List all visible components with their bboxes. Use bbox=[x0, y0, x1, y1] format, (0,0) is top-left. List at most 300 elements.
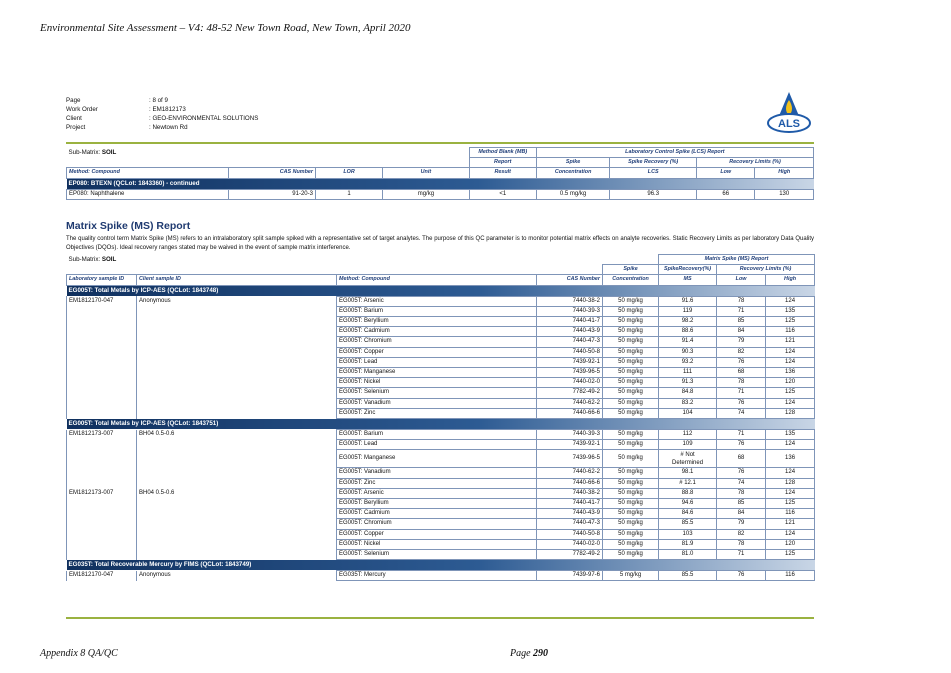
cell-low: 68 bbox=[717, 450, 766, 468]
cell-lab-sample-id bbox=[67, 468, 137, 478]
cell-ms: 94.6 bbox=[659, 499, 717, 509]
col-high: High bbox=[755, 168, 814, 178]
cell-high: 124 bbox=[766, 529, 815, 539]
cell-high: 120 bbox=[766, 378, 815, 388]
col-low: Low bbox=[717, 275, 766, 285]
cell-compound: EG005T: Nickel bbox=[337, 378, 537, 388]
cell-compound: EG005T: Cadmium bbox=[337, 509, 537, 519]
ms-column-headers bbox=[67, 275, 815, 285]
table-row bbox=[67, 499, 815, 509]
table-row bbox=[67, 337, 815, 347]
cell-ms: 85.5 bbox=[659, 519, 717, 529]
cell-concentration: 50 mg/kg bbox=[603, 550, 659, 560]
cell-cas: 7440-47-3 bbox=[537, 337, 603, 347]
cell-high: 121 bbox=[766, 519, 815, 529]
cell-low: 84 bbox=[717, 327, 766, 337]
spike-subheader: Spike bbox=[536, 158, 610, 168]
cell-client-sample-id: BH04 0.5-0.6 bbox=[137, 430, 337, 440]
cell-compound: EP080: Naphthalene bbox=[67, 189, 229, 199]
table-row bbox=[67, 189, 814, 199]
table-row bbox=[67, 357, 815, 367]
cell-client-sample-id bbox=[137, 357, 337, 367]
cell-ms: 85.5 bbox=[659, 571, 717, 581]
cell-concentration: 50 mg/kg bbox=[603, 388, 659, 398]
table-row bbox=[67, 398, 815, 408]
col-lcs: LCS bbox=[610, 168, 697, 178]
cell-client-sample-id bbox=[137, 499, 337, 509]
cell-cas: 7439-96-5 bbox=[537, 368, 603, 378]
section-title: EG005T: Total Metals by ICP-AES (QCLot: 1843751) bbox=[67, 419, 815, 430]
ms-group-header: Matrix Spike (MS) Report bbox=[659, 255, 815, 265]
cell-low: 76 bbox=[717, 440, 766, 450]
cell-ms: 84.8 bbox=[659, 388, 717, 398]
table-row bbox=[67, 327, 815, 337]
table-row bbox=[67, 450, 815, 468]
report-meta bbox=[66, 96, 258, 132]
cell-client-sample-id bbox=[137, 378, 337, 388]
cell-high: 124 bbox=[766, 468, 815, 478]
cell-concentration: 50 mg/kg bbox=[603, 519, 659, 529]
cell-high: 136 bbox=[766, 450, 815, 468]
cell-high: 135 bbox=[766, 430, 815, 440]
als-logo bbox=[766, 90, 812, 134]
cell-low: 71 bbox=[717, 388, 766, 398]
cell-client-sample-id bbox=[137, 529, 337, 539]
cell-high: 124 bbox=[766, 488, 815, 498]
cell-lab-sample-id bbox=[67, 347, 137, 357]
section-title: EG035T: Total Recoverable Mercury by FIMS (QCLot: 1843749) bbox=[67, 560, 815, 571]
cell-concentration: 50 mg/kg bbox=[603, 337, 659, 347]
cell-compound: EG005T: Barium bbox=[337, 430, 537, 440]
ms-report-description: The quality control term Matrix Spike (MS) refers to an intralaboratory split sample spiked with a representative set of target analytes. The purpose of this QC parameter is to monitor potential matrix effects on analyte recoveries. Static Recovery Limits as per laboratory Data Quality Objectives (DQOs). Ideal recovery ranges stated may be waived in the event of sample matrix interference. bbox=[66, 236, 814, 251]
cell-compound: EG005T: Chromium bbox=[337, 337, 537, 347]
cell-client-sample-id bbox=[137, 509, 337, 519]
cell-ms: 91.4 bbox=[659, 337, 717, 347]
cell-lab-sample-id bbox=[67, 509, 137, 519]
table-row bbox=[67, 509, 815, 519]
cell-high: 116 bbox=[766, 571, 815, 581]
cell-concentration: 5 mg/kg bbox=[603, 571, 659, 581]
table-row bbox=[67, 529, 815, 539]
meta-value: : EM1812173 bbox=[149, 106, 186, 113]
cell-high: 125 bbox=[766, 550, 815, 560]
table-row bbox=[67, 440, 815, 450]
cell-ms: 84.6 bbox=[659, 509, 717, 519]
cell-cas: 7440-41-7 bbox=[537, 499, 603, 509]
submatrix-value: SOIL bbox=[101, 149, 117, 156]
cell-client-sample-id bbox=[137, 468, 337, 478]
cell-cas: 7440-02-0 bbox=[537, 378, 603, 388]
ms-value-line1: # Not bbox=[680, 451, 695, 458]
cell-high: 128 bbox=[766, 478, 815, 488]
cell-client-sample-id: Anonymous bbox=[137, 571, 337, 581]
col-high: High bbox=[766, 275, 815, 285]
cell-cas: 7440-66-6 bbox=[537, 408, 603, 418]
cell-lab-sample-id bbox=[67, 378, 137, 388]
footer-appendix: Appendix 8 QA/QC bbox=[40, 648, 118, 659]
ms-value-line2: Determined bbox=[672, 459, 704, 466]
cell-compound: EG005T: Vanadium bbox=[337, 398, 537, 408]
cell-compound: EG035T: Mercury bbox=[337, 571, 537, 581]
cell-client-sample-id: BH04 0.5-0.6 bbox=[137, 488, 337, 498]
cell-concentration: 50 mg/kg bbox=[603, 509, 659, 519]
cell-cas: 7440-66-6 bbox=[537, 478, 603, 488]
cell-high: 124 bbox=[766, 398, 815, 408]
cell-result: <1 bbox=[469, 189, 536, 199]
cell-compound: EG005T: Cadmium bbox=[337, 327, 537, 337]
cell-lor: 1 bbox=[315, 189, 382, 199]
cell-compound: EG005T: Arsenic bbox=[337, 488, 537, 498]
cell-lab-sample-id bbox=[67, 327, 137, 337]
lcs-group-header: Laboratory Control Spike (LCS) Report bbox=[536, 148, 813, 158]
cell-ms: # 12.1 bbox=[659, 478, 717, 488]
cell-cas: 7440-41-7 bbox=[537, 317, 603, 327]
submatrix-value: SOIL bbox=[101, 255, 117, 263]
cell-cas: 7439-92-1 bbox=[537, 357, 603, 367]
ms-recovery-subheader: SpikeRecovery(%) bbox=[659, 265, 717, 275]
mb-group-header bbox=[469, 148, 536, 158]
meta-row-page bbox=[66, 96, 258, 105]
cell-concentration: 50 mg/kg bbox=[603, 317, 659, 327]
cell-lab-sample-id: EM1812173-007 bbox=[67, 488, 137, 498]
cell-ms: 81.9 bbox=[659, 539, 717, 549]
meta-value: : Newtown Rd bbox=[149, 124, 188, 131]
col-unit: Unit bbox=[383, 168, 470, 178]
cell-cas: 7440-39-3 bbox=[537, 430, 603, 440]
cell-concentration: 50 mg/kg bbox=[603, 468, 659, 478]
cell-lab-sample-id bbox=[67, 550, 137, 560]
cell-client-sample-id bbox=[137, 440, 337, 450]
cell-ms: 88.6 bbox=[659, 327, 717, 337]
col-result: Result bbox=[469, 168, 536, 178]
cell-low: 78 bbox=[717, 378, 766, 388]
cell-high: 125 bbox=[766, 388, 815, 398]
ms-table bbox=[66, 254, 815, 581]
cell-low: 82 bbox=[717, 529, 766, 539]
cell-lab-sample-id: EM1812170-047 bbox=[67, 571, 137, 581]
cell-high: 120 bbox=[766, 539, 815, 549]
cell-high: 130 bbox=[755, 189, 814, 199]
cell-concentration: 50 mg/kg bbox=[603, 450, 659, 468]
meta-label: Project bbox=[66, 124, 86, 131]
cell-compound: EG005T: Manganese bbox=[337, 450, 537, 468]
cell-low: 82 bbox=[717, 347, 766, 357]
cell-cas: 7439-96-5 bbox=[537, 450, 603, 468]
cell-lab-sample-id bbox=[67, 368, 137, 378]
table-row bbox=[67, 408, 815, 418]
cell-cas: 7440-62-2 bbox=[537, 468, 603, 478]
table-row bbox=[67, 539, 815, 549]
cell-ms: 103 bbox=[659, 529, 717, 539]
col-low: Low bbox=[697, 168, 755, 178]
cell-lab-sample-id bbox=[67, 337, 137, 347]
mb-group-title: Method Blank (MB) bbox=[478, 149, 528, 155]
cell-cas: 7440-38-2 bbox=[537, 488, 603, 498]
table-row bbox=[67, 468, 815, 478]
cell-concentration: 50 mg/kg bbox=[603, 529, 659, 539]
cell-low: 85 bbox=[717, 499, 766, 509]
cell-cas: 7440-39-3 bbox=[537, 306, 603, 316]
cell-cas: 91-20-3 bbox=[229, 189, 316, 199]
cell-high: 124 bbox=[766, 296, 815, 306]
col-concentration: Concentration bbox=[536, 168, 610, 178]
submatrix-label bbox=[67, 148, 470, 158]
cell-compound: EG005T: Zinc bbox=[337, 478, 537, 488]
cell-low: 74 bbox=[717, 408, 766, 418]
cell-concentration: 50 mg/kg bbox=[603, 398, 659, 408]
cell-lab-sample-id bbox=[67, 539, 137, 549]
cell-ms: 119 bbox=[659, 306, 717, 316]
cell-low: 76 bbox=[717, 398, 766, 408]
cell-lab-sample-id bbox=[67, 388, 137, 398]
cell-compound: EG005T: Selenium bbox=[337, 550, 537, 560]
cell-lab-sample-id bbox=[67, 529, 137, 539]
cell-low: 71 bbox=[717, 430, 766, 440]
cell-client-sample-id bbox=[137, 550, 337, 560]
cell-lab-sample-id bbox=[67, 499, 137, 509]
footer-page-prefix: Page bbox=[510, 648, 534, 659]
cell-ms: 83.2 bbox=[659, 398, 717, 408]
meta-label: Client bbox=[66, 115, 82, 122]
cell-high: 125 bbox=[766, 317, 815, 327]
cell-lab-sample-id: EM1812170-047 bbox=[67, 296, 137, 306]
cell-lab-sample-id bbox=[67, 478, 137, 488]
submatrix-prefix: Sub-Matrix: bbox=[68, 149, 102, 156]
cell-client-sample-id bbox=[137, 337, 337, 347]
table-row bbox=[67, 430, 815, 440]
cell-client-sample-id bbox=[137, 317, 337, 327]
table-row bbox=[67, 519, 815, 529]
ms-report-title: Matrix Spike (MS) Report bbox=[66, 220, 191, 232]
cell-ms: 90.3 bbox=[659, 347, 717, 357]
cell-lab-sample-id bbox=[67, 450, 137, 468]
table-row bbox=[67, 317, 815, 327]
ms-limits-subheader: Recovery Limits (%) bbox=[717, 265, 815, 275]
meta-row-project bbox=[66, 123, 258, 132]
cell-cas: 7440-50-8 bbox=[537, 347, 603, 357]
cell-compound: EG005T: Beryllium bbox=[337, 317, 537, 327]
cell-high: 135 bbox=[766, 306, 815, 316]
cell-lab-sample-id bbox=[67, 408, 137, 418]
cell-concentration: 50 mg/kg bbox=[603, 499, 659, 509]
cell-compound: EG005T: Vanadium bbox=[337, 468, 537, 478]
cell-client-sample-id bbox=[137, 368, 337, 378]
cell-lab-sample-id bbox=[67, 440, 137, 450]
cell-unit: mg/kg bbox=[383, 189, 470, 199]
col-compound: Method: Compound bbox=[67, 168, 229, 178]
cell-low: 66 bbox=[697, 189, 755, 199]
cell-client-sample-id bbox=[137, 539, 337, 549]
cell-compound: EG005T: Zinc bbox=[337, 408, 537, 418]
cell-low: 78 bbox=[717, 539, 766, 549]
cell-low: 79 bbox=[717, 519, 766, 529]
cell-lab-sample-id bbox=[67, 306, 137, 316]
cell-compound: EG005T: Lead bbox=[337, 440, 537, 450]
cell-lab-sample-id bbox=[67, 519, 137, 529]
cell-cas: 7439-97-6 bbox=[537, 571, 603, 581]
cell-concentration: 50 mg/kg bbox=[603, 368, 659, 378]
cell-lab-sample-id bbox=[67, 317, 137, 327]
cell-low: 76 bbox=[717, 357, 766, 367]
cell-concentration: 50 mg/kg bbox=[603, 378, 659, 388]
cell-ms: 81.0 bbox=[659, 550, 717, 560]
cell-cas: 7439-92-1 bbox=[537, 440, 603, 450]
cell-concentration: 50 mg/kg bbox=[603, 306, 659, 316]
section-title: EP080: BTEXN (QCLot: 1843360) - continued bbox=[67, 178, 814, 189]
cell-client-sample-id bbox=[137, 388, 337, 398]
cell-compound: EG005T: Beryllium bbox=[337, 499, 537, 509]
meta-label: Page bbox=[66, 97, 81, 104]
table-row bbox=[67, 378, 815, 388]
cell-low: 78 bbox=[717, 488, 766, 498]
cell-compound: EG005T: Lead bbox=[337, 357, 537, 367]
col-concentration: Concentration bbox=[603, 275, 659, 285]
ms-spike-subheader: Spike bbox=[603, 265, 659, 275]
table-row bbox=[67, 478, 815, 488]
footer-rule bbox=[66, 617, 814, 619]
cell-client-sample-id bbox=[137, 398, 337, 408]
meta-value: : 8 of 9 bbox=[149, 97, 168, 104]
cell-compound: EG005T: Manganese bbox=[337, 368, 537, 378]
limits-subheader: Recovery Limits (%) bbox=[697, 158, 814, 168]
cell-high: 116 bbox=[766, 327, 815, 337]
table-row bbox=[67, 550, 815, 560]
cell-high: 121 bbox=[766, 337, 815, 347]
cell-cas: 7440-43-9 bbox=[537, 327, 603, 337]
cell-ms: 104 bbox=[659, 408, 717, 418]
cell-cas: 7440-43-9 bbox=[537, 509, 603, 519]
col-lor: LOR bbox=[315, 168, 382, 178]
cell-ms: 109 bbox=[659, 440, 717, 450]
cell-concentration: 50 mg/kg bbox=[603, 539, 659, 549]
cell-cas: 7782-49-2 bbox=[537, 388, 603, 398]
cell-lab-sample-id bbox=[67, 357, 137, 367]
submatrix-prefix: Sub-Matrix: bbox=[68, 255, 102, 263]
recovery-subheader: Spike Recovery (%) bbox=[610, 158, 697, 168]
table-row bbox=[67, 296, 815, 306]
mb-report-label: Report bbox=[469, 158, 536, 168]
cell-compound: EG005T: Copper bbox=[337, 347, 537, 357]
cell-ms: 98.1 bbox=[659, 468, 717, 478]
cell-client-sample-id bbox=[137, 327, 337, 337]
cell-concentration: 50 mg/kg bbox=[603, 478, 659, 488]
cell-high: 124 bbox=[766, 347, 815, 357]
ms-submatrix-label bbox=[67, 255, 659, 265]
cell-compound: EG005T: Copper bbox=[337, 529, 537, 539]
cell-compound: EG005T: Selenium bbox=[337, 388, 537, 398]
table-row bbox=[67, 571, 815, 581]
cell-client-sample-id bbox=[137, 450, 337, 468]
cell-client-sample-id: Anonymous bbox=[137, 296, 337, 306]
cell-high: 116 bbox=[766, 509, 815, 519]
cell-ms: 112 bbox=[659, 430, 717, 440]
col-lab-sample-id: Laboratory sample ID bbox=[67, 275, 137, 285]
cell-low: 79 bbox=[717, 337, 766, 347]
logo-text: ALS bbox=[778, 118, 800, 130]
table-row bbox=[67, 388, 815, 398]
col-ms: MS bbox=[659, 275, 717, 285]
cell-lcs: 96.3 bbox=[610, 189, 697, 199]
cell-low: 85 bbox=[717, 317, 766, 327]
section-title: EG005T: Total Metals by ICP-AES (QCLot: 1843748) bbox=[67, 285, 815, 296]
cell-concentration: 50 mg/kg bbox=[603, 430, 659, 440]
col-cas: CAS Number bbox=[537, 275, 603, 285]
table-row bbox=[67, 347, 815, 357]
document-header: Environmental Site Assessment – V4: 48-52 New Town Road, New Town, April 2020 bbox=[40, 22, 411, 34]
meta-label: Work Order bbox=[66, 106, 98, 113]
cell-compound: EG005T: Chromium bbox=[337, 519, 537, 529]
cell-client-sample-id bbox=[137, 519, 337, 529]
cell-concentration: 50 mg/kg bbox=[603, 488, 659, 498]
col-cas: CAS Number bbox=[229, 168, 316, 178]
cell-ms: 88.8 bbox=[659, 488, 717, 498]
cell-low: 74 bbox=[717, 478, 766, 488]
cell-compound: EG005T: Barium bbox=[337, 306, 537, 316]
cell-high: 124 bbox=[766, 357, 815, 367]
cell-cas: 7440-47-3 bbox=[537, 519, 603, 529]
footer-page bbox=[510, 648, 548, 659]
col-compound: Method: Compound bbox=[337, 275, 537, 285]
cell-ms: 91.6 bbox=[659, 296, 717, 306]
cell-lab-sample-id bbox=[67, 398, 137, 408]
cell-compound: EG005T: Nickel bbox=[337, 539, 537, 549]
cell-concentration: 50 mg/kg bbox=[603, 357, 659, 367]
cell-concentration: 50 mg/kg bbox=[603, 440, 659, 450]
cell-ms: 91.3 bbox=[659, 378, 717, 388]
cell-high: 128 bbox=[766, 408, 815, 418]
cell-concentration: 50 mg/kg bbox=[603, 327, 659, 337]
table-row bbox=[67, 368, 815, 378]
lcs-column-headers bbox=[67, 168, 814, 178]
cell-ms: 111 bbox=[659, 368, 717, 378]
cell-client-sample-id bbox=[137, 408, 337, 418]
cell-cas: 7440-62-2 bbox=[537, 398, 603, 408]
meta-row-client bbox=[66, 114, 258, 123]
cell-concentration: 50 mg/kg bbox=[603, 296, 659, 306]
cell-client-sample-id bbox=[137, 478, 337, 488]
cell-low: 84 bbox=[717, 509, 766, 519]
cell-cas: 7440-38-2 bbox=[537, 296, 603, 306]
table-row bbox=[67, 306, 815, 316]
cell-low: 71 bbox=[717, 306, 766, 316]
cell-low: 78 bbox=[717, 296, 766, 306]
cell-ms: 93.2 bbox=[659, 357, 717, 367]
cell-high: 125 bbox=[766, 499, 815, 509]
meta-row-work-order bbox=[66, 105, 258, 114]
cell-high: 136 bbox=[766, 368, 815, 378]
cell-cas: 7440-50-8 bbox=[537, 529, 603, 539]
cell-ms bbox=[659, 450, 717, 468]
cell-concentration: 50 mg/kg bbox=[603, 347, 659, 357]
header-rule bbox=[66, 142, 814, 144]
meta-value: : GEO-ENVIRONMENTAL SOLUTIONS bbox=[149, 115, 259, 122]
cell-low: 76 bbox=[717, 468, 766, 478]
cell-lab-sample-id: EM1812173-007 bbox=[67, 430, 137, 440]
cell-cas: 7782-49-2 bbox=[537, 550, 603, 560]
cell-ms: 98.2 bbox=[659, 317, 717, 327]
cell-compound: EG005T: Arsenic bbox=[337, 296, 537, 306]
cell-low: 76 bbox=[717, 571, 766, 581]
col-client-sample-id: Client sample ID bbox=[137, 275, 337, 285]
cell-cas: 7440-02-0 bbox=[537, 539, 603, 549]
cell-low: 68 bbox=[717, 368, 766, 378]
cell-high: 124 bbox=[766, 440, 815, 450]
lcs-table bbox=[66, 147, 814, 200]
cell-client-sample-id bbox=[137, 347, 337, 357]
cell-low: 71 bbox=[717, 550, 766, 560]
table-row bbox=[67, 488, 815, 498]
cell-concentration: 50 mg/kg bbox=[603, 408, 659, 418]
